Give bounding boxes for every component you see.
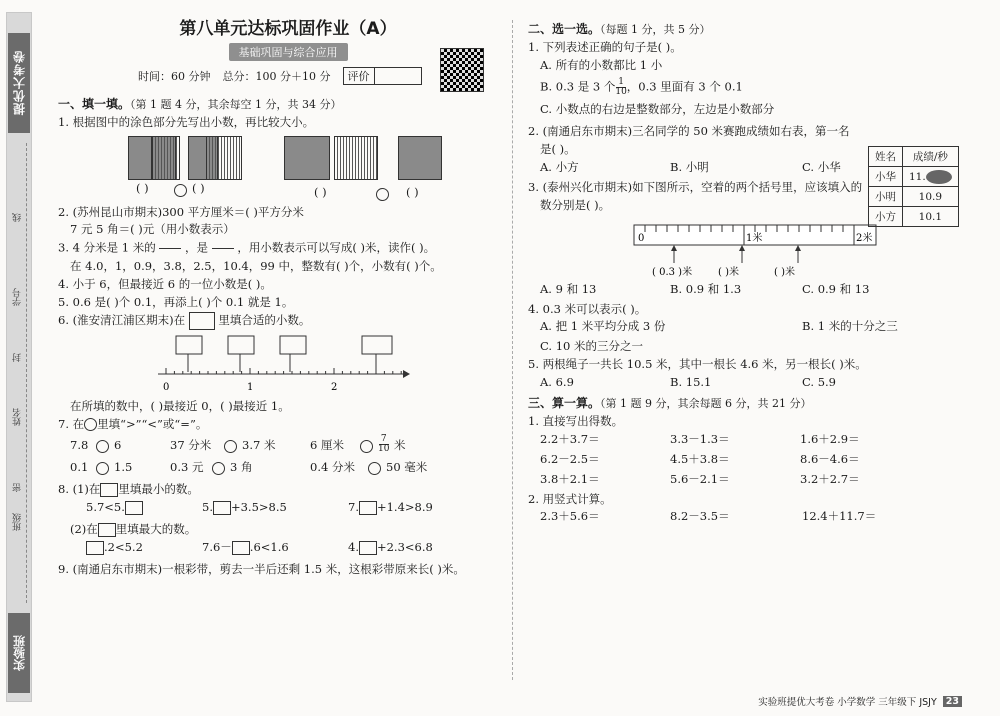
- inequality: 5. +3.5>8.5: [202, 500, 287, 515]
- choice-1-c: C. 小数点的右边是整数部分，左边是小数部分: [540, 102, 775, 117]
- option[interactable]: A. 6.9: [540, 374, 574, 389]
- inequality: 7.6－ .6<1.6: [202, 539, 289, 554]
- inequality: 4. +2.3<6.8: [348, 539, 433, 554]
- calc-row: [540, 451, 968, 471]
- option[interactable]: A. 把 1 米平均分成 3 份: [540, 319, 666, 334]
- compare-circle[interactable]: [360, 440, 373, 453]
- circle-icon: [84, 418, 97, 431]
- section-1-title: 一、填一填。: [58, 97, 131, 111]
- compare-circle[interactable]: [368, 462, 381, 475]
- choice-3-cont: 数分别是( )。: [540, 197, 611, 212]
- cut-line: [26, 143, 27, 603]
- calc-item: 8.2－3.5＝: [670, 509, 730, 524]
- compare-right: 3.7 米: [242, 438, 276, 453]
- axis-tick-label: 2: [331, 381, 338, 393]
- answer-box[interactable]: [189, 312, 215, 330]
- box-icon: [100, 483, 118, 497]
- choice-4-c[interactable]: C. 10 米的三分之一: [540, 339, 643, 354]
- question-7: [58, 416, 508, 434]
- right-column: [528, 20, 968, 528]
- answer-box[interactable]: [125, 501, 143, 515]
- compare-right: 6: [114, 438, 122, 453]
- calc-grid: [528, 431, 968, 491]
- fraction-blank[interactable]: [159, 239, 181, 258]
- calc-item: 3.8＋2.1＝: [540, 471, 600, 486]
- brand-logo-bottom: 实验班: [8, 613, 30, 693]
- question-8-text: 里填最大的数。: [115, 522, 197, 537]
- calc-2: 2. 用竖式计算。: [528, 491, 612, 506]
- ruler-label: 0: [638, 232, 645, 244]
- fraction: $\frac{7}{10}$: [378, 434, 390, 455]
- choice-1-b-text: ，0.3 里面有 3 个 0.1: [626, 79, 743, 94]
- score-table: [868, 146, 959, 227]
- compare-circle[interactable]: [174, 184, 187, 197]
- calc-item: 6.2－2.5＝: [540, 451, 600, 466]
- figure-grid: [206, 136, 242, 180]
- ruler-label: 1米: [746, 232, 763, 244]
- question-3: [58, 239, 508, 258]
- option[interactable]: B. 1 米的十分之三: [802, 319, 898, 334]
- choice-2-cont: 是( )。: [540, 142, 576, 157]
- ruler-answer: ( 0.3 )米: [652, 266, 693, 277]
- binding-strip: [6, 12, 32, 702]
- option[interactable]: C. 5.9: [802, 374, 836, 389]
- answer-blank[interactable]: ( ): [406, 184, 419, 199]
- question-4: 4. 小于 6，但最接近 6 的一位小数是( )。: [58, 277, 272, 292]
- question-1: 1. 根据图中的涂色部分先写出小数，再比较大小。: [58, 114, 315, 129]
- answer-box: [228, 336, 254, 354]
- choice-3-options: [540, 281, 968, 301]
- inequality: 5.7<5.: [86, 499, 143, 517]
- calc-item: 3.2＋2.7＝: [800, 471, 860, 486]
- compare-right: 50 毫米: [386, 460, 428, 475]
- strip-label: 封: [13, 353, 23, 362]
- calc-item: 3.3－1.3＝: [670, 431, 730, 446]
- question-8-row-2: [86, 539, 508, 561]
- option[interactable]: B. 15.1: [670, 374, 712, 389]
- question-6-text: 里填合适的小数。: [218, 312, 311, 327]
- answer-box: [362, 336, 392, 354]
- table-cell: 小明: [869, 187, 903, 207]
- question-8-row-1: [86, 499, 508, 521]
- question-6: [58, 312, 508, 330]
- figure-grid: [152, 136, 180, 180]
- question-7-text: 7. 在: [58, 416, 85, 431]
- choice-1-b-text: B. 0.3 是 3 个: [540, 79, 616, 94]
- qr-code-icon[interactable]: [440, 48, 484, 92]
- compare-right: 1.5: [114, 460, 133, 475]
- answer-box: [176, 336, 202, 354]
- table-cell: 小华: [869, 167, 903, 187]
- ruler-label: 2米: [856, 232, 873, 244]
- choice-4-ab: [540, 318, 968, 338]
- question-8-text: 8. (1)在: [58, 482, 101, 497]
- answer-box[interactable]: [213, 501, 231, 515]
- section-2-note: （每题 1 分，共 5 分）: [600, 23, 711, 36]
- table-row: [869, 207, 959, 227]
- question-3d: 在 4.0，1，0.9，3.8，2.5，10.4，99 中，整数有( )个，小数有( )个。: [70, 259, 442, 274]
- answer-box: [280, 336, 306, 354]
- choice-4: 4. 0.3 米可以表示( )。: [528, 301, 647, 316]
- axis-tick-label: 1: [247, 381, 254, 393]
- choice-1-b: [540, 78, 968, 97]
- compare-left: 0.3 元: [170, 460, 204, 475]
- strip-label: 班级: [13, 513, 23, 531]
- answer-blank[interactable]: ( ): [314, 184, 327, 199]
- option[interactable]: A. 9 和 13: [540, 281, 597, 296]
- option[interactable]: A. 小方: [540, 159, 579, 174]
- question-7-text: 里填“>”“<”或“=”。: [97, 416, 208, 431]
- table-header-row: [869, 147, 959, 167]
- calc-row: [540, 471, 968, 491]
- axis-tick-label: 0: [163, 381, 170, 393]
- page-subtitle: 基础巩固与综合应用: [229, 43, 348, 61]
- section-3-note: （第 1 题 9 分，其余每题 6 分，共 21 分）: [600, 396, 812, 410]
- option[interactable]: B. 0.9 和 1.3: [670, 281, 742, 296]
- answer-box[interactable]: [359, 501, 377, 515]
- table-cell: 10.9: [903, 187, 959, 207]
- option[interactable]: C. 小华: [802, 159, 841, 174]
- ink-blot: [926, 170, 952, 184]
- choice-5-options: [540, 374, 968, 394]
- section-2-title: 二、选一选。: [528, 22, 601, 36]
- calc-item: 8.6－4.6＝: [800, 451, 860, 466]
- question-8-text: (2)在: [70, 522, 98, 537]
- answer-box[interactable]: [232, 541, 250, 555]
- compare-right: 米: [394, 438, 406, 453]
- compare-circle[interactable]: [96, 462, 109, 475]
- inequality: 7. +1.4>8.9: [348, 500, 433, 515]
- total-score: 总分：100 分＋10 分: [222, 70, 331, 83]
- question-8: [58, 481, 508, 499]
- compare-circle[interactable]: [212, 462, 225, 475]
- compare-left: 0.4 分米: [310, 460, 355, 475]
- table-cell: 11.: [903, 167, 959, 187]
- column-divider: [512, 20, 513, 680]
- left-column: [58, 14, 508, 579]
- compare-left: 6 厘米: [310, 438, 344, 453]
- question-3-text: ，用小数表示可以写成( )米，读作( )。: [237, 240, 436, 255]
- figure-shaded: [284, 136, 330, 180]
- figure-shaded: [398, 136, 442, 180]
- question-6c: 在所填的数中，( )最接近 0，( )最接近 1。: [70, 398, 290, 413]
- choice-3: 3. (泰州兴化市期末)如下图所示，空着的两个括号里，应该填入的: [528, 179, 863, 194]
- question-8-text: 里填最小的数。: [118, 482, 199, 497]
- question-9: 9. (南通启东市期末)一根彩带，剪去一半后还剩 1.5 米，这根彩带原来长( )米。: [58, 561, 465, 576]
- question-7-row-2: [70, 459, 508, 481]
- decimal-figures: [58, 132, 508, 202]
- option[interactable]: B. 小明: [670, 159, 709, 174]
- page-title: 第八单元达标巩固作业（A）: [179, 19, 397, 39]
- compare-left: 7.8: [70, 438, 89, 453]
- number-line: [58, 332, 498, 398]
- page-footer: [758, 694, 962, 708]
- question-7-row-1: [70, 434, 508, 459]
- brand-logo-top: 提优大考卷: [8, 33, 30, 133]
- answer-box[interactable]: [86, 541, 104, 555]
- compare-circle[interactable]: [96, 440, 109, 453]
- number-line-boxes: [176, 336, 392, 372]
- strip-label: 线: [13, 213, 23, 222]
- calc-item: 5.6－2.1＝: [670, 471, 730, 486]
- section-3-title: 三、算一算。: [528, 395, 601, 410]
- question-2b: 7 元 5 角＝( )元（用小数表示）: [70, 222, 235, 237]
- strip-label: 姓名: [13, 408, 23, 426]
- box-icon: [98, 523, 116, 537]
- calc-item: 2.3＋5.6＝: [540, 509, 600, 524]
- question-3-text: ，是: [185, 240, 209, 255]
- compare-left: 0.1: [70, 460, 89, 475]
- fraction-blank[interactable]: [212, 239, 234, 258]
- calc-2-row: [540, 508, 968, 528]
- evaluation-box[interactable]: [343, 67, 422, 85]
- fraction: $\frac{1}{10}$: [615, 77, 627, 98]
- choice-5: 5. 两根绳子一共长 10.5 米，其中一根长 4.6 米，另一根长( )米。: [528, 357, 867, 372]
- choice-2: 2. (南通启东市期末)三名同学的 50 米赛跑成绩如右表，第一名: [528, 124, 850, 139]
- figure-grid: [334, 136, 378, 180]
- calc-item: 4.5＋3.8＝: [670, 451, 730, 466]
- compare-circle[interactable]: [376, 188, 389, 201]
- compare-left: 37 分米: [170, 438, 212, 453]
- calc-item: 12.4＋11.7＝: [802, 509, 877, 524]
- figure-shaded: [128, 136, 152, 180]
- answer-box[interactable]: [359, 541, 377, 555]
- calc-item: 2.2＋3.7＝: [540, 431, 600, 446]
- question-5: 5. 0.6 是( )个 0.1，再添上( )个 0.1 就是 1。: [58, 294, 294, 309]
- table-header: 成绩/秒: [903, 147, 959, 167]
- answer-blank[interactable]: ( ): [192, 180, 205, 195]
- answer-blank[interactable]: ( ): [136, 180, 149, 195]
- question-8-part-2: [70, 521, 508, 539]
- table-row: [869, 187, 959, 207]
- evaluation-label: 评价: [344, 68, 375, 84]
- calc-item: 1.6＋2.9＝: [800, 431, 860, 446]
- compare-right: 3 角: [230, 460, 253, 475]
- section-1-note: （第 1 题 4 分，其余每空 1 分，共 34 分）: [130, 98, 342, 111]
- ruler-answer: ( )米: [774, 266, 795, 277]
- inequality: .2<5.2: [86, 539, 143, 557]
- question-6-text: 6. (淮安清江浦区期末)在: [58, 312, 186, 327]
- option[interactable]: C. 0.9 和 13: [802, 281, 870, 296]
- page-number: 23: [943, 696, 962, 707]
- time-limit: 时间：60 分钟: [138, 70, 211, 83]
- table-cell: 小方: [869, 207, 903, 227]
- question-2a: 2. (苏州昆山市期末)300 平方厘米＝( )平方分米: [58, 204, 304, 219]
- table-row: [869, 167, 959, 187]
- ruler-answer: ( )米: [718, 266, 739, 277]
- ruler: [528, 219, 968, 277]
- footer-text: 实验班提优大考卷 小学数学 三年级下 JSJY: [758, 697, 937, 708]
- choice-1: 1. 下列表述正确的句子是( )。: [528, 39, 682, 54]
- question-3-text: 3. 4 分米是 1 米的: [58, 240, 156, 255]
- strip-label: 密: [13, 483, 23, 492]
- compare-circle[interactable]: [224, 440, 237, 453]
- calc-row: [540, 431, 968, 451]
- strip-label: 学号: [13, 288, 23, 306]
- choice-1-a: A. 所有的小数都比 1 小: [540, 57, 663, 72]
- table-cell: 10.1: [903, 207, 959, 227]
- calc-1: 1. 直接写出得数。: [528, 413, 624, 428]
- table-header: 姓名: [869, 147, 903, 167]
